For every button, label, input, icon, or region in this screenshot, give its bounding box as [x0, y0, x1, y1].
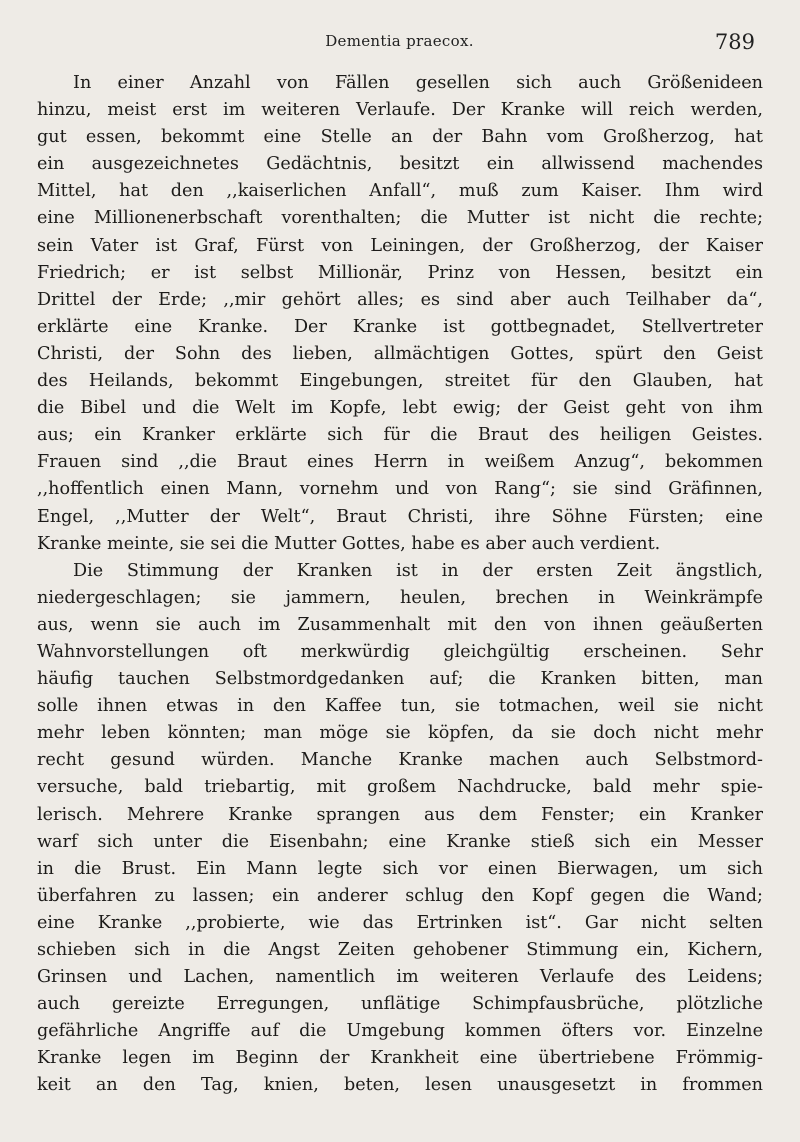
text-line: erklärte eine Kranke. Der Kranke ist gottbegnadet, Stellvertreter	[37, 316, 763, 337]
text-line: recht gesund würden. Manche Kranke machen auch Selbstmord-	[37, 750, 763, 771]
text-line: keit an den Tag, knien, beten, lesen unausgesetzt in frommen	[37, 1075, 763, 1096]
text-line: Drittel der Erde; ,,mir gehört alles; es sind aber auch Teilhaber da“,	[37, 289, 763, 310]
text-line: mehr leben könnten; man möge sie köpfen, da sie doch nicht mehr	[37, 723, 763, 744]
text-line: eine Millionenerbschaft vorenthalten; die Mutter ist nicht die rechte;	[37, 208, 763, 229]
text-line: Die Stimmung der Kranken ist in der ersten Zeit ängstlich,	[73, 560, 763, 581]
text-line: Grinsen und Lachen, namentlich im weiteren Verlaufe des Leidens;	[37, 967, 763, 988]
text-line: versuche, bald triebartig, mit großem Nachdrucke, bald mehr spie-	[37, 777, 763, 798]
body-text	[37, 70, 763, 1100]
text-line: warf sich unter die Eisenbahn; eine Kranke stieß sich ein Messer	[37, 831, 763, 852]
running-title: Dementia praecox.	[325, 32, 474, 50]
text-line: ein ausgezeichnetes Gedächtnis, besitzt ein allwissend machendes	[37, 154, 763, 175]
text-line: gefährliche Angriffe auf die Umgebung kommen öfters vor. Einzelne	[37, 1021, 763, 1042]
text-line: In einer Anzahl von Fällen gesellen sich auch Größenideen	[73, 73, 763, 93]
text-line: ,,hoffentlich einen Mann, vornehm und von Rang“; sie sind Gräfinnen,	[37, 479, 763, 500]
text-line: gut essen, bekommt eine Stelle an der Bahn vom Großherzog, hat	[37, 127, 763, 148]
text-line: die Bibel und die Welt im Kopfe, lebt ewig; der Geist geht von ihm	[37, 398, 763, 419]
text-line: überfahren zu lassen; ein anderer schlug den Kopf gegen die Wand;	[37, 885, 763, 906]
page-number: 789	[714, 30, 755, 54]
text-line: aus; ein Kranker erklärte sich für die Braut des heiligen Geistes.	[37, 425, 763, 446]
text-line: in die Brust. Ein Mann legte sich vor einen Bierwagen, um sich	[37, 858, 763, 879]
text-line: Mittel, hat den ,,kaiserlichen Anfall“, muß zum Kaiser. Ihm wird	[37, 181, 763, 202]
text-line: hinzu, meist erst im weiteren Verlaufe. Der Kranke will reich werden,	[37, 100, 763, 121]
text-line: eine Kranke ,,probierte, wie das Ertrinken ist“. Gar nicht selten	[37, 912, 763, 933]
text-line: häufig tauchen Selbstmordgedanken auf; die Kranken bitten, man	[37, 669, 763, 690]
text-line: Kranke legen im Beginn der Krankheit eine übertriebene Frömmig-	[37, 1048, 763, 1069]
text-line: Christi, der Sohn des lieben, allmächtigen Gottes, spürt den Geist	[37, 343, 763, 364]
text-line: des Heilands, bekommt Eingebungen, streitet für den Glauben, hat	[37, 371, 763, 392]
text-line: schieben sich in die Angst Zeiten gehobener Stimmung ein, Kichern,	[37, 940, 763, 960]
page-header	[36, 28, 763, 58]
text-line: auch gereizte Erregungen, unflätige Schimpfausbrüche, plötzliche	[37, 994, 763, 1015]
text-line: sein Vater ist Graf, Fürst von Leiningen, der Großherzog, der Kaiser	[37, 235, 763, 256]
text-line: aus, wenn sie auch im Zusammenhalt mit den von ihnen geäußerten	[37, 614, 763, 635]
text-line: niedergeschlagen; sie jammern, heulen, brechen in Weinkrämpfe	[37, 587, 763, 608]
text-line: Wahnvorstellungen oft merkwürdig gleichgültig erscheinen. Sehr	[37, 641, 763, 662]
text-line: Friedrich; er ist selbst Millionär, Prinz von Hessen, besitzt ein	[37, 262, 763, 283]
text-line: Engel, ,,Mutter der Welt“, Braut Christi, ihre Söhne Fürsten; eine	[37, 506, 763, 527]
text-line: Frauen sind ,,die Braut eines Herrn in weißem Anzug“, bekommen	[37, 452, 763, 473]
text-line: Kranke meinte, sie sei die Mutter Gottes, habe es aber auch verdient.	[37, 533, 661, 554]
text-line: solle ihnen etwas in den Kaffee tun, sie totmachen, weil sie nicht	[37, 696, 763, 717]
text-line: lerisch. Mehrere Kranke sprangen aus dem Fenster; ein Kranker	[37, 804, 763, 825]
